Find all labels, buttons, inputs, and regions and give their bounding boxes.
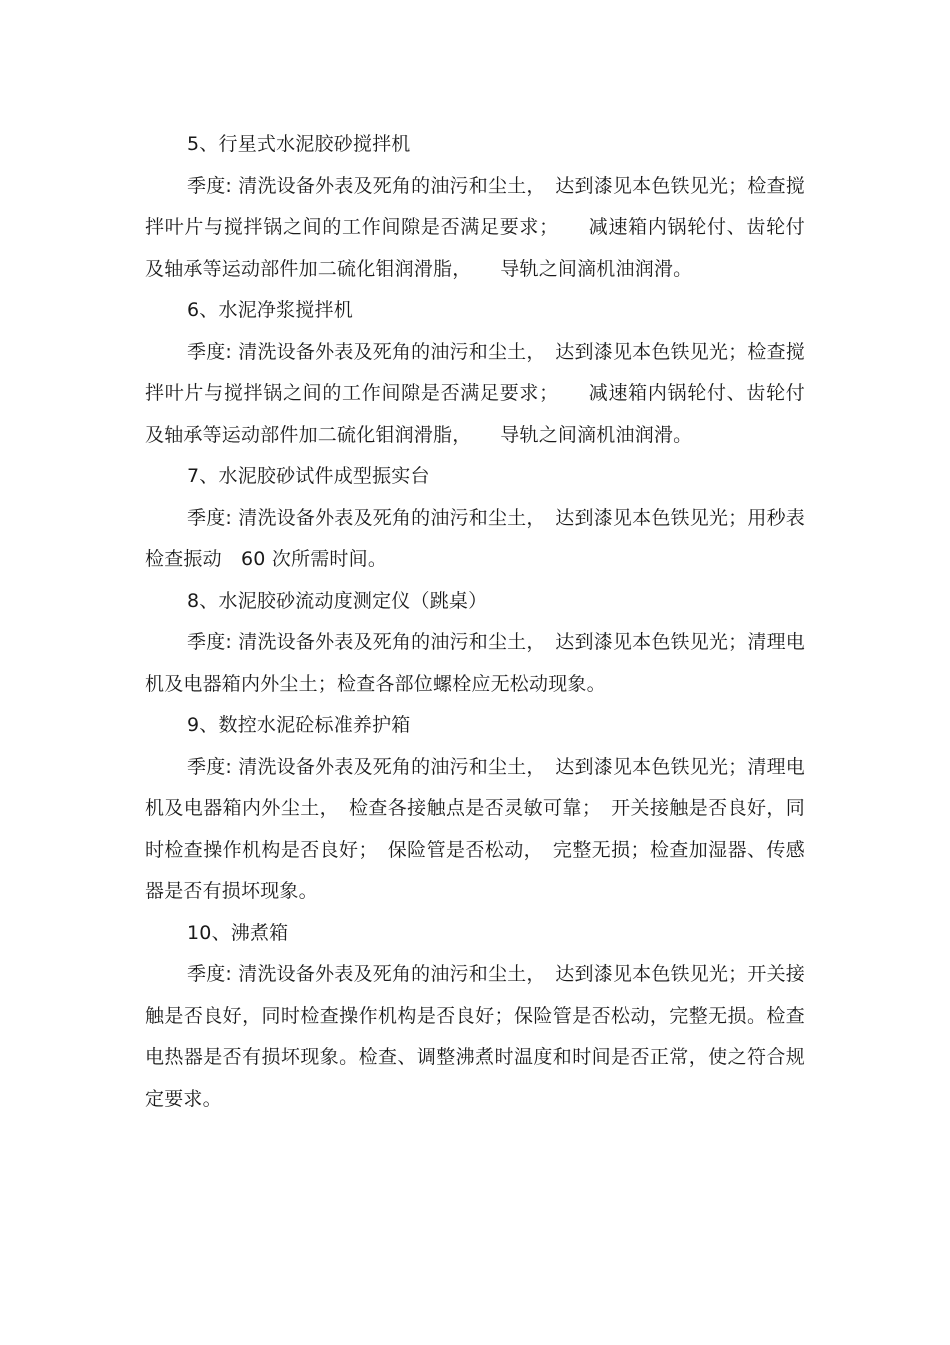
section-heading-5: 5、行星式水泥胶砂搅拌机 (187, 133, 411, 155)
document-body (145, 124, 805, 1120)
section-body-7: 季度: 清洗设备外表及死角的油污和尘土， 达到漆见本色铁见光；用秒表检查振动 60 次所需时间。 (145, 506, 805, 570)
section-heading-6: 6、水泥净浆搅拌机 (187, 299, 353, 321)
section-body-8: 季度: 清洗设备外表及死角的油污和尘土， 达到漆见本色铁见光；清理电机及电器箱内外尘土；检查各部位螺栓应无松动现象。 (145, 631, 805, 695)
section-heading-8: 8、水泥胶砂流动度测定仪（跳桌） (187, 589, 488, 612)
section-heading-9: 9、数控水泥砼标准养护箱 (187, 714, 411, 736)
section-body-6: 季度: 清洗设备外表及死角的油污和尘土， 达到漆见本色铁见光；检查搅拌叶片与搅拌锅之间的工作间隙是否满足要求； 减速箱内锅轮付、齿轮付及轴承等运动部件加二硫化钼润滑脂， 导轨之间滴机油润滑。 (145, 340, 805, 446)
section-heading-10: 10、沸煮箱 (187, 921, 289, 944)
section-body-10: 季度: 清洗设备外表及死角的油污和尘土， 达到漆见本色铁见光；开关接触是否良好，同时检查操作机构是否良好；保险管是否松动，完整无损。检查电热器是否有损坏现象。检查、调整沸煮时温度和时间是否正常，使之符合规定要求。 (145, 963, 805, 1110)
section-body-9: 季度: 清洗设备外表及死角的油污和尘土， 达到漆见本色铁见光；清理电机及电器箱内外尘土， 检查各接触点是否灵敏可靠； 开关接触是否良好，同时检查操作机构是否良好； 保险管是否松动， 完整无损；检查加湿器、传感器是否有损坏现象。 (145, 755, 805, 902)
section-body-5: 季度: 清洗设备外表及死角的油污和尘土， 达到漆见本色铁见光；检查搅拌叶片与搅拌锅之间的工作间隙是否满足要求； 减速箱内锅轮付、齿轮付及轴承等运动部件加二硫化钼润滑脂， 导轨之间滴机油润滑。 (145, 174, 805, 280)
section-heading-7: 7、水泥胶砂试件成型振实台 (187, 465, 430, 487)
